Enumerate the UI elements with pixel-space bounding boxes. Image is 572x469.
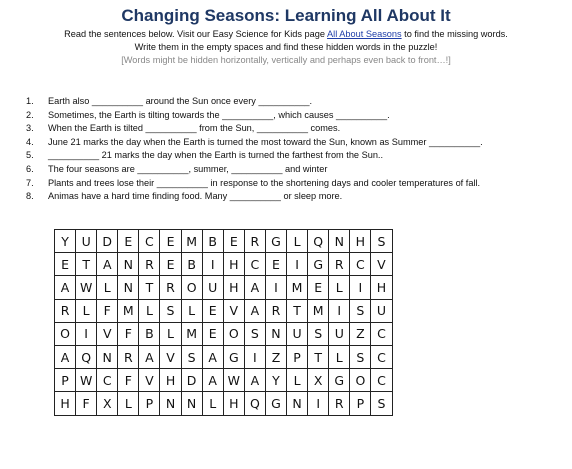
intro-line-1 [0, 28, 572, 41]
all-about-seasons-link[interactable]: All About Seasons [327, 29, 402, 39]
grid-row [55, 253, 393, 276]
grid-cell[interactable]: B [181, 253, 202, 276]
grid-cell[interactable]: T [287, 299, 308, 322]
grid-cell[interactable]: A [244, 299, 265, 322]
grid-cell[interactable]: R [139, 253, 160, 276]
grid-cell[interactable]: L [97, 276, 118, 299]
grid-cell[interactable]: S [371, 392, 392, 415]
grid-cell[interactable]: F [118, 322, 139, 345]
grid-cell[interactable]: E [202, 299, 223, 322]
grid-cell[interactable]: R [244, 230, 265, 253]
grid-cell[interactable]: W [76, 276, 97, 299]
grid-cell[interactable]: H [223, 276, 244, 299]
sentence-text: Plants and trees lose their __________ in response to the shortening days and cooler temperatures of fall. [48, 177, 481, 188]
intro-hint: [Words might be hidden horizontally, vertically and perhaps even back to front…!] [121, 55, 451, 65]
grid-cell[interactable]: I [265, 276, 286, 299]
grid-row [55, 322, 393, 345]
grid-cell[interactable]: C [139, 230, 160, 253]
grid-cell[interactable]: R [329, 253, 350, 276]
grid-cell[interactable]: E [308, 276, 329, 299]
grid-cell[interactable]: I [244, 345, 265, 368]
sentence-text: When the Earth is tilted __________ from the Sun, __________ comes. [48, 123, 341, 134]
grid-cell[interactable]: M [181, 322, 202, 345]
sentence-number: 7. [26, 177, 34, 188]
grid-cell[interactable]: S [308, 322, 329, 345]
grid-cell[interactable]: N [97, 345, 118, 368]
grid-cell[interactable]: A [244, 276, 265, 299]
grid-cell[interactable]: F [76, 392, 97, 415]
grid-cell[interactable]: W [76, 369, 97, 392]
grid-cell[interactable]: N [118, 253, 139, 276]
sentence-number: 2. [26, 109, 34, 120]
grid-cell[interactable]: O [223, 322, 244, 345]
sentence-item [18, 163, 563, 177]
grid-cell[interactable]: E [202, 322, 223, 345]
grid-cell[interactable]: H [223, 392, 244, 415]
page-title: Changing Seasons: Learning All About It [121, 6, 451, 25]
sentence-number: 4. [26, 136, 34, 147]
grid-cell[interactable]: L [287, 230, 308, 253]
grid-cell[interactable]: A [139, 345, 160, 368]
grid-cell[interactable]: Y [265, 369, 286, 392]
grid-cell[interactable]: E [265, 253, 286, 276]
grid-cell[interactable]: R [329, 392, 350, 415]
sentence-text: __________ 21 marks the day when the Earth is turned the farthest from the Sun.. [48, 150, 384, 161]
word-search-grid [54, 229, 393, 416]
grid-cell[interactable]: F [118, 369, 139, 392]
grid-cell[interactable]: D [181, 369, 202, 392]
grid-cell[interactable]: F [97, 299, 118, 322]
grid-cell[interactable]: B [139, 322, 160, 345]
grid-cell[interactable]: L [76, 299, 97, 322]
grid-cell[interactable]: B [202, 230, 223, 253]
grid-cell[interactable]: E [55, 253, 76, 276]
grid-cell[interactable]: Y [55, 230, 76, 253]
grid-cell[interactable]: U [371, 299, 392, 322]
grid-cell[interactable]: P [350, 392, 371, 415]
grid-cell[interactable]: V [97, 322, 118, 345]
grid-cell[interactable]: I [308, 392, 329, 415]
grid-cell[interactable]: O [55, 322, 76, 345]
grid-cell[interactable]: E [160, 230, 181, 253]
sentence-item [18, 122, 563, 136]
grid-cell[interactable]: N [118, 276, 139, 299]
intro-line-2: Write them in the empty spaces and find these hidden words in the puzzle! [134, 42, 438, 52]
grid-cell[interactable]: N [160, 392, 181, 415]
grid-cell[interactable]: M [308, 299, 329, 322]
grid-cell[interactable]: L [202, 392, 223, 415]
grid-cell[interactable]: V [160, 345, 181, 368]
grid-cell[interactable]: T [308, 345, 329, 368]
grid-cell[interactable]: R [55, 299, 76, 322]
grid-cell[interactable]: C [371, 322, 392, 345]
grid-cell[interactable]: O [181, 276, 202, 299]
grid-cell[interactable]: X [308, 369, 329, 392]
grid-cell[interactable]: M [181, 230, 202, 253]
grid-cell[interactable]: Q [244, 392, 265, 415]
grid-cell[interactable]: G [329, 369, 350, 392]
sentence-number: 8. [26, 191, 34, 202]
grid-row [55, 345, 393, 368]
grid-cell[interactable]: S [160, 299, 181, 322]
grid-cell[interactable]: E [118, 230, 139, 253]
sentence-text: The four seasons are __________, summer, __________ and winter [48, 163, 328, 174]
sentence-number: 1. [26, 96, 34, 106]
grid-cell[interactable]: C [350, 253, 371, 276]
sentence-number: 3. [26, 123, 34, 134]
grid-cell[interactable]: S [244, 322, 265, 345]
grid-cell[interactable]: C [97, 369, 118, 392]
grid-cell[interactable]: R [118, 345, 139, 368]
grid-cell[interactable]: L [287, 369, 308, 392]
sentence-item [18, 149, 563, 163]
grid-cell[interactable]: U [202, 276, 223, 299]
sentence-number: 6. [26, 163, 34, 174]
grid-cell[interactable]: G [265, 230, 286, 253]
sentence-text: Animas have a hard time finding food. Many __________ or sleep more. [48, 191, 343, 202]
grid-cell[interactable]: I [202, 253, 223, 276]
grid-cell[interactable]: A [55, 345, 76, 368]
grid-cell[interactable]: L [139, 299, 160, 322]
grid-cell[interactable]: S [371, 230, 392, 253]
grid-cell[interactable]: H [350, 230, 371, 253]
grid-cell[interactable]: R [160, 276, 181, 299]
grid-cell[interactable]: A [55, 276, 76, 299]
grid-cell[interactable]: L [181, 299, 202, 322]
sentence-number: 5. [26, 150, 34, 161]
grid-cell[interactable]: G [308, 253, 329, 276]
grid-cell[interactable]: I [287, 253, 308, 276]
sentence-item [18, 95, 563, 109]
grid-cell[interactable]: A [244, 369, 265, 392]
grid-cell[interactable]: S [181, 345, 202, 368]
grid-cell[interactable]: C [371, 345, 392, 368]
grid-cell[interactable]: S [350, 345, 371, 368]
grid-cell[interactable]: A [202, 369, 223, 392]
intro-text-before-link: Read the sentences below. Visit our Easy Science for Kids page [64, 29, 328, 39]
grid-cell[interactable]: I [350, 276, 371, 299]
grid-cell[interactable]: T [76, 253, 97, 276]
grid-cell[interactable]: U [329, 322, 350, 345]
grid-cell[interactable]: A [202, 345, 223, 368]
grid-row [55, 276, 393, 299]
grid-cell[interactable]: U [76, 230, 97, 253]
grid-cell[interactable]: V [139, 369, 160, 392]
grid-cell[interactable]: T [139, 276, 160, 299]
grid-cell[interactable]: N [181, 392, 202, 415]
grid-cell[interactable]: N [265, 322, 286, 345]
grid-cell[interactable]: H [160, 369, 181, 392]
sentence-item [18, 136, 563, 150]
grid-row [55, 392, 393, 415]
grid-cell[interactable]: V [223, 299, 244, 322]
sentence-text: Sometimes, the Earth is tilting towards the __________, which causes __________. [48, 109, 390, 120]
sentence-item [18, 177, 563, 191]
grid-cell[interactable]: H [371, 276, 392, 299]
grid-cell[interactable]: V [371, 253, 392, 276]
sentence-text: Earth also __________ around the Sun once every __________. [48, 96, 313, 106]
grid-cell[interactable]: I [76, 322, 97, 345]
grid-cell[interactable]: M [118, 299, 139, 322]
grid-cell[interactable]: G [265, 392, 286, 415]
grid-cell[interactable]: W [223, 369, 244, 392]
grid-cell[interactable]: Q [308, 230, 329, 253]
grid-cell[interactable]: P [55, 369, 76, 392]
grid-cell[interactable]: L [329, 345, 350, 368]
grid-row [55, 299, 393, 322]
grid-cell[interactable]: E [160, 253, 181, 276]
grid-cell[interactable]: C [244, 253, 265, 276]
grid-cell[interactable]: Z [350, 322, 371, 345]
grid-cell[interactable]: L [118, 392, 139, 415]
grid-cell[interactable]: E [223, 230, 244, 253]
grid-cell[interactable]: M [287, 276, 308, 299]
grid-cell[interactable]: D [97, 230, 118, 253]
intro-text-after-link: to find the missing words. [401, 29, 508, 39]
sentence-list [18, 95, 563, 204]
grid-cell[interactable]: G [223, 345, 244, 368]
grid-cell[interactable]: X [97, 392, 118, 415]
grid-cell[interactable]: L [160, 322, 181, 345]
grid-cell[interactable]: O [350, 369, 371, 392]
grid-cell[interactable]: L [329, 276, 350, 299]
grid-cell[interactable]: H [55, 392, 76, 415]
grid-cell[interactable]: Z [265, 345, 286, 368]
grid-row [55, 230, 393, 253]
grid-cell[interactable]: N [287, 392, 308, 415]
grid-cell[interactable]: R [265, 299, 286, 322]
sentence-item [18, 109, 563, 123]
grid-cell[interactable]: N [329, 230, 350, 253]
grid-cell[interactable]: A [97, 253, 118, 276]
grid-row [55, 369, 393, 392]
grid-cell[interactable]: U [287, 322, 308, 345]
sentence-text: June 21 marks the day when the Earth is turned the most toward the Sun, known as Summer __________. [48, 136, 483, 147]
grid-cell[interactable]: C [371, 369, 392, 392]
grid-cell[interactable]: I [329, 299, 350, 322]
grid-cell[interactable]: P [139, 392, 160, 415]
grid-cell[interactable]: P [287, 345, 308, 368]
grid-cell[interactable]: Q [76, 345, 97, 368]
sentence-item [18, 190, 563, 204]
grid-cell[interactable]: S [350, 299, 371, 322]
grid-cell[interactable]: H [223, 253, 244, 276]
